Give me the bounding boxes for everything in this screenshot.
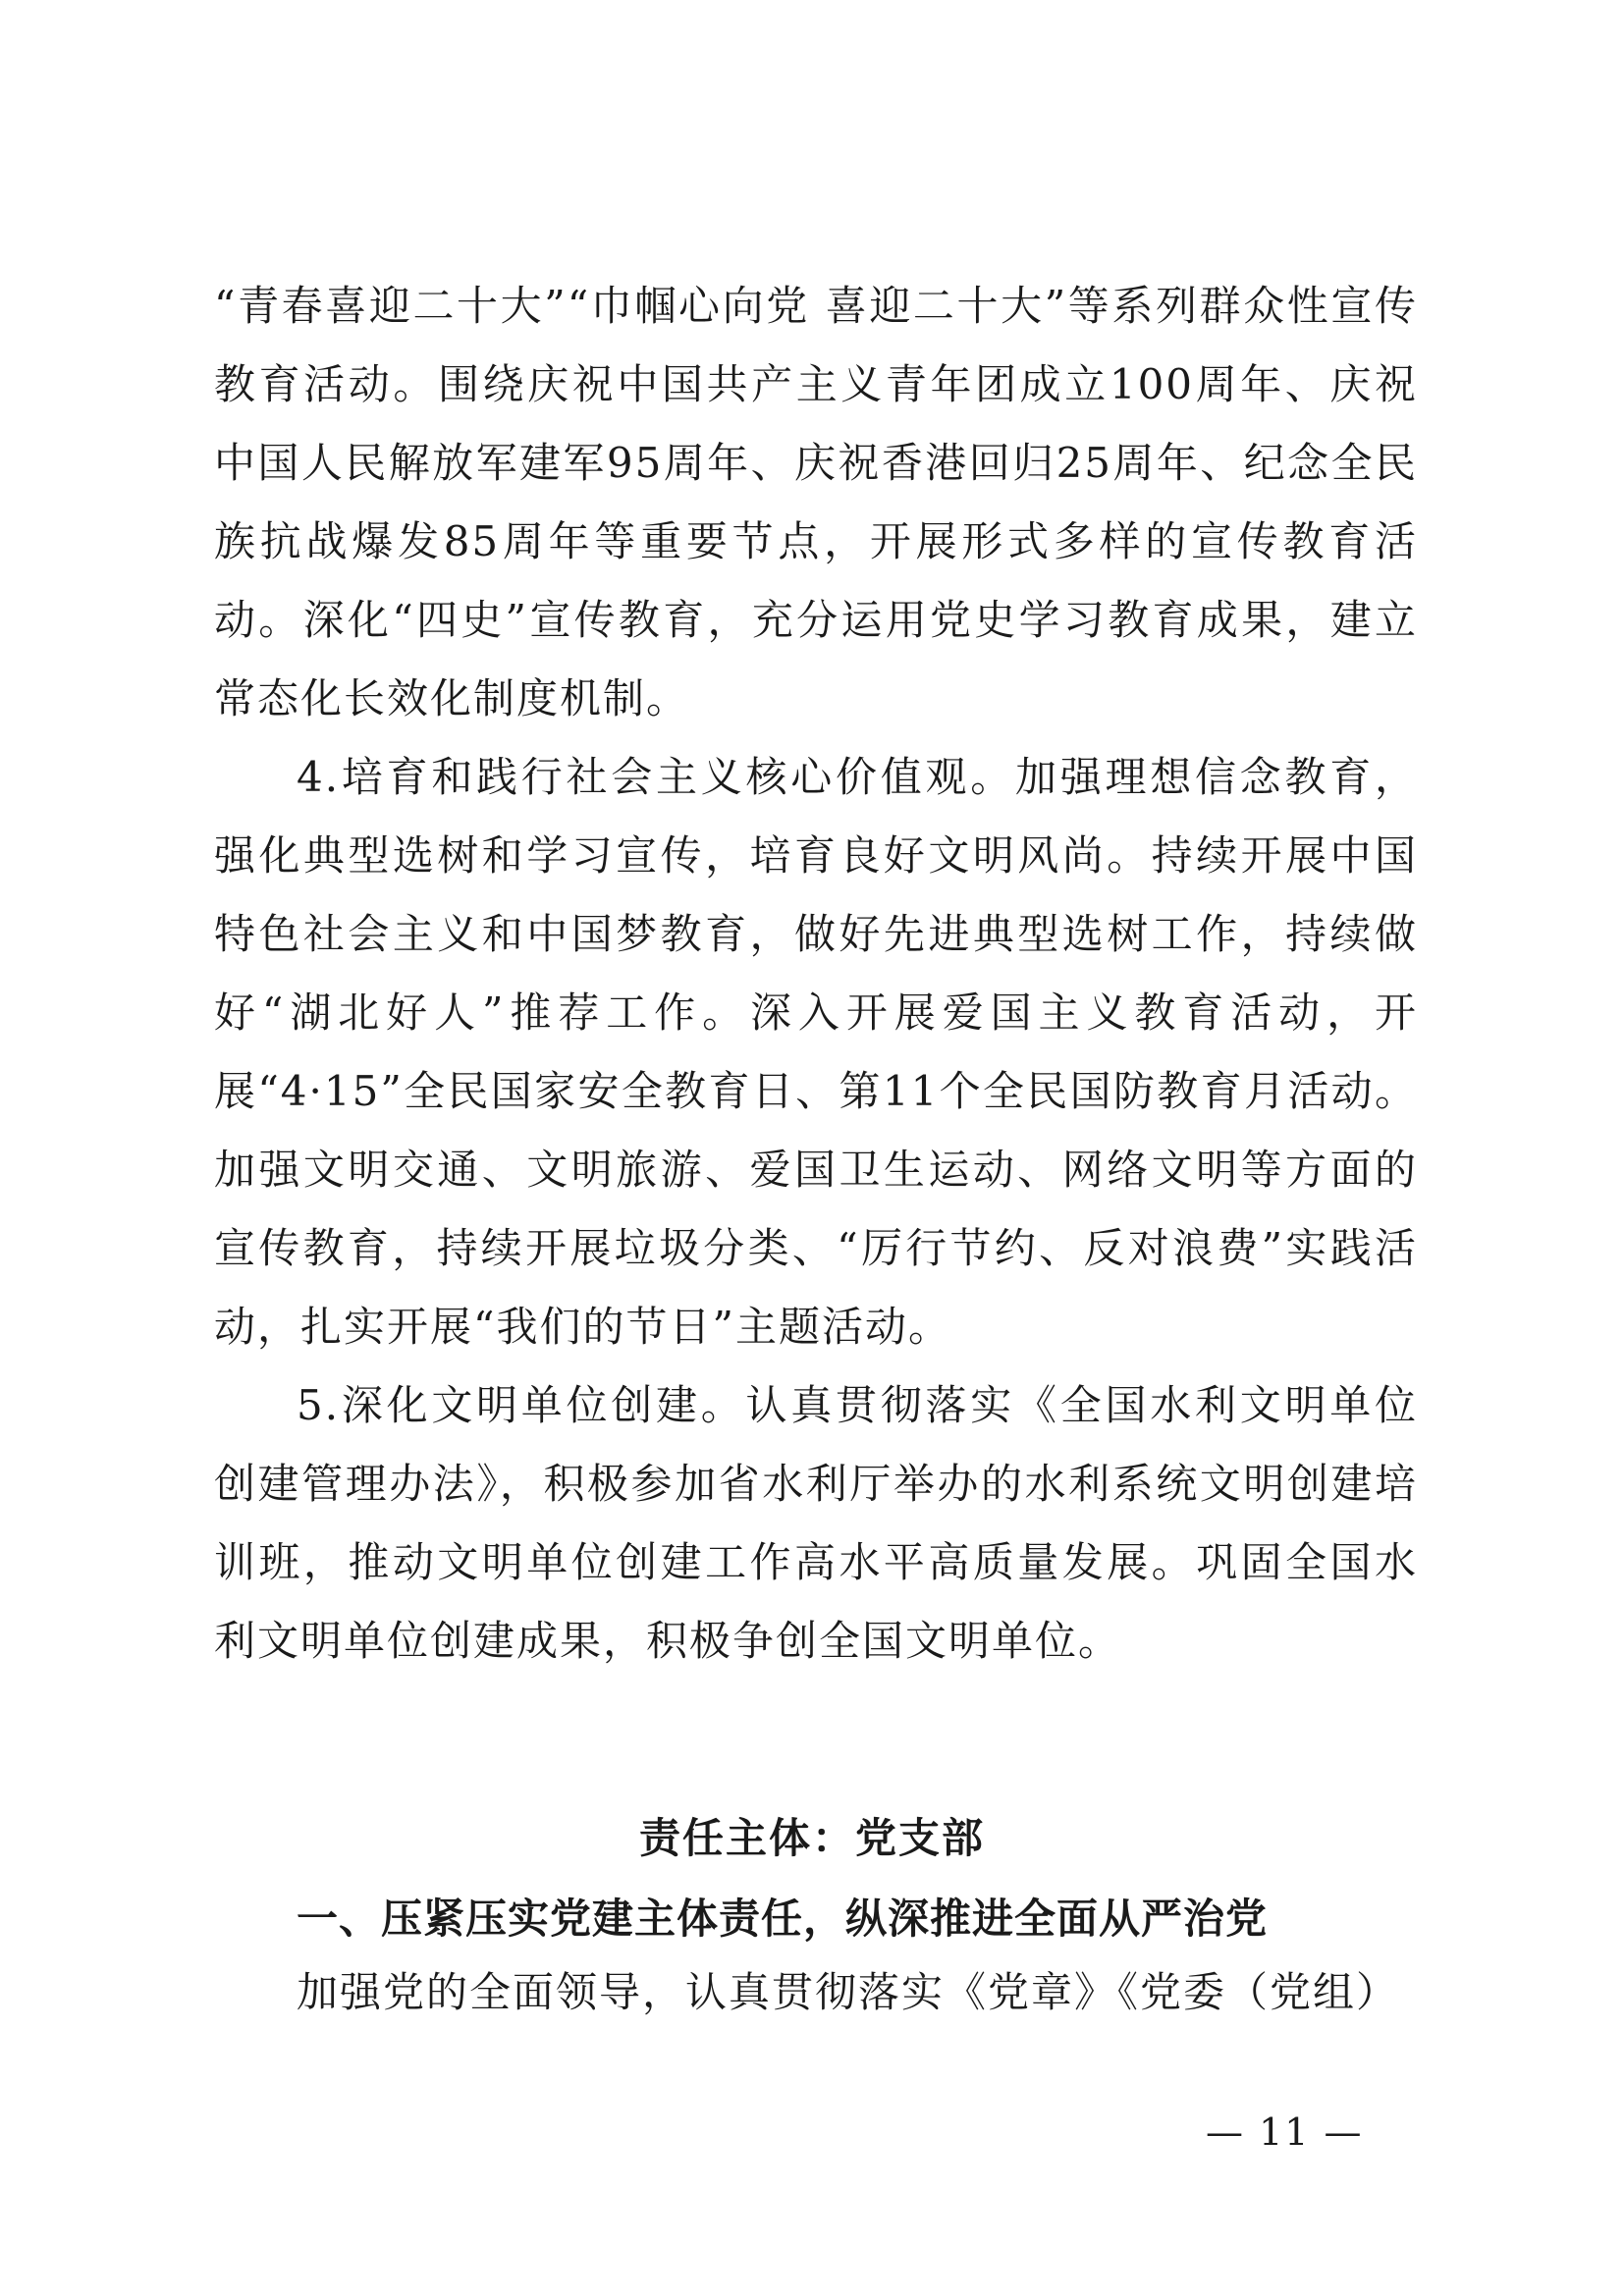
paragraph-civilized-units: 5.深化文明单位创建。认真贯彻落实《全国水利文明单位创建管理办法》，积极参加省水利厅举办的水利系统文明创建培训班，推动文明单位创建工作高水平高质量发展。巩固全国水利文明单位创建成果，积极争创全国文明单位。	[214, 1381, 1418, 1665]
paragraph-core-values: 4.培育和践行社会主义核心价值观。加强理想信念教育，强化典型选树和学习宣传，培育良好文明风尚。持续开展中国特色社会主义和中国梦教育，做好先进典型选树工作，持续做好“湖北好人”推荐工作。深入开展爱国主义教育活动，开展“4·15”全民国家安全教育日、第11个全民国防教育月活动。加强文明交通、文明旅游、爱国卫生运动、网络文明等方面的宣传教育，持续开展垃圾分类、“厉行节约、反对浪费”实践活动，扎实开展“我们的节日”主题活动。	[214, 753, 1418, 1351]
responsibility-subject-label: 责任主体：党支部	[638, 1814, 985, 1862]
paragraph-activities: “青春喜迎二十大”“巾帼心向党 喜迎二十大”等系列群众性宣传教育活动。围绕庆祝中国共产主义青年团成立100周年、庆祝中国人民解放军建军95周年、庆祝香港回归25周年、纪念全民族抗战爆发85周年等重要节点，开展形式多样的宣传教育活动。深化“四史”宣传教育，充分运用党史学习教育成果，建立常态化长效化制度机制。	[214, 282, 1418, 722]
page-number: — 11 —	[1206, 2110, 1364, 2154]
paragraph-party-leadership: 加强党的全面领导，认真贯彻落实《党章》《党委（党组）	[297, 1968, 1400, 2016]
section-heading: 一、压紧压实党建主体责任，纵深推进全面从严治党	[297, 1895, 1269, 1943]
